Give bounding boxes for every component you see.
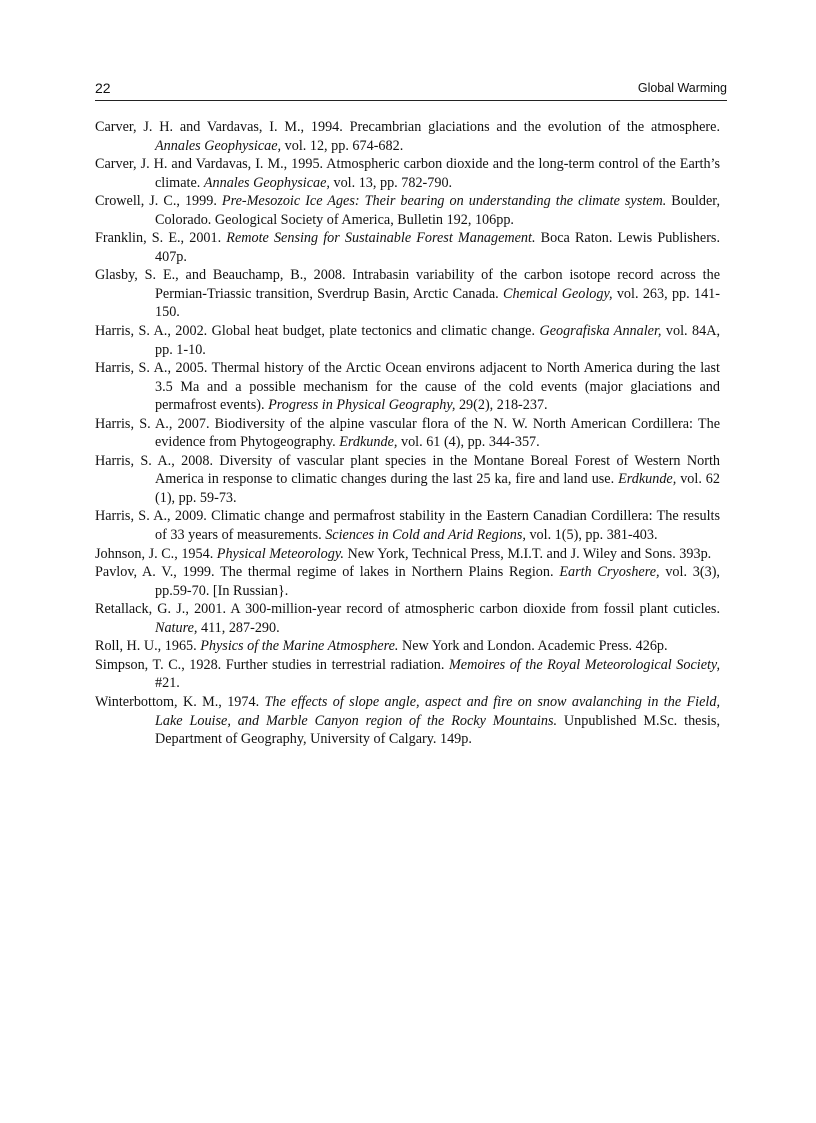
reference-entry: Harris, S. A., 2007. Biodiversity of the alpine vascular flora of the N. W. North American Cordillera: The evidence from Phytogeography. Erdkunde, vol. 61 (4), pp. 344-357.	[95, 415, 720, 451]
reference-entry: Harris, S. A., 2008. Diversity of vascular plant species in the Montane Boreal Forest of Western North America in response to climatic changes during the last 25 ka, fire and land use. Erdkunde, vol. 62 (1), pp. 59-73.	[95, 452, 720, 506]
running-title: Global Warming	[637, 81, 727, 95]
reference-entry: Crowell, J. C., 1999. Pre-Mesozoic Ice Ages: Their bearing on understanding the climate system. Boulder, Colorado. Geological Society of America, Bulletin 192, 106pp.	[95, 193, 720, 228]
reference-entry: Winterbottom, K. M., 1974. The effects of slope angle, aspect and fire on snow avalanching in the Field, Lake Louise, and Marble Canyon region of the Rocky Mountains. Unpublished M.Sc. thesis, Department of Geography, University of Calgary. 149p.	[95, 693, 720, 748]
reference-entry: Carver, J. H. and Vardavas, I. M., 1995. Atmospheric carbon dioxide and the long-term control of the Earth’s climate. Annales Geophysicae, vol. 13, pp. 782-790.	[95, 156, 720, 191]
reference-entry: Glasby, S. E., and Beauchamp, B., 2008. Intrabasin variability of the carbon isotope record across the Permian-Triassic transition, Sverdrup Basin, Arctic Canada. Chemical Geology, vol. 263, pp. 141-150.	[95, 267, 720, 321]
reference-entry: Harris, S. A., 2002. Global heat budget, plate tectonics and climatic change. Geografiska Annaler, vol. 84A, pp. 1-10.	[95, 323, 720, 358]
reference-entry: Carver, J. H. and Vardavas, I. M., 1994. Precambrian glaciations and the evolution of the atmosphere. Annales Geophysicae, vol. 12, pp. 674-682.	[95, 119, 720, 154]
reference-entry: Roll, H. U., 1965. Physics of the Marine Atmosphere. New York and London. Academic Press. 426p.	[95, 638, 668, 655]
page-number: 22	[95, 80, 111, 96]
reference-entry: Simpson, T. C., 1928. Further studies in terrestrial radiation. Memoires of the Royal Meteorological Society, #21.	[95, 656, 720, 692]
page-header	[95, 78, 727, 101]
reference-entry: Harris, S. A., 2005. Thermal history of the Arctic Ocean environs adjacent to North America during the last 3.5 Ma and a possible mechanism for the cause of the cold events (major glaciations and permafrost events). Progress in Physical Geography, 29(2), 218-237.	[95, 360, 720, 414]
reference-entry: Harris, S. A., 2009. Climatic change and permafrost stability in the Eastern Canadian Cordillera: The results of 33 years of measurements. Sciences in Cold and Arid Regions, vol. 1(5), pp. 381-403.	[95, 508, 720, 544]
reference-entry: Retallack, G. J., 2001. A 300-million-year record of atmospheric carbon dioxide from fossil plant cuticles. Nature, 411, 287-290.	[95, 601, 720, 636]
reference-entry: Franklin, S. E., 2001. Remote Sensing for Sustainable Forest Management. Boca Raton. Lewis Publishers. 407p.	[95, 230, 720, 265]
reference-entry: Pavlov, A. V., 1999. The thermal regime of lakes in Northern Plains Region. Earth Cryoshere, vol. 3(3), pp.59-70. [In Russian}.	[95, 564, 720, 599]
reference-entry: Johnson, J. C., 1954. Physical Meteorology. New York, Technical Press, M.I.T. and J. Wiley and Sons. 393p.	[95, 545, 712, 562]
reference-list	[95, 118, 720, 749]
